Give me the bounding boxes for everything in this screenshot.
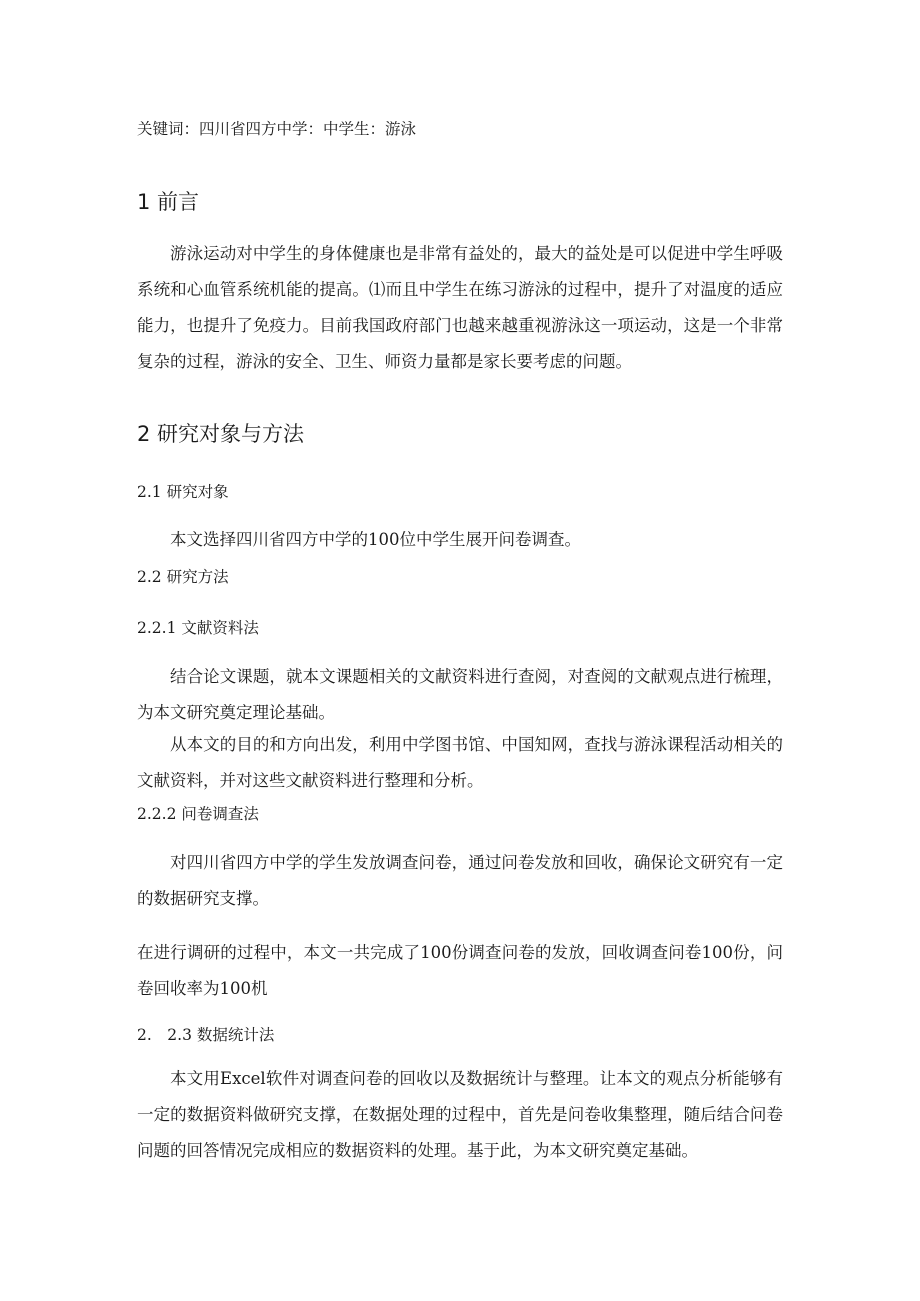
section-heading-methods: 2 研究对象与方法 [137,422,305,446]
subsection-heading-research-object: 2.1 研究对象 [137,483,229,501]
literature-method-paragraph-1: 结合论文课题，就本文课题相关的文献资料进行查阅，对查阅的文献观点进行梳理，为本文研究奠定理论基础。 [137,667,783,722]
questionnaire-method-paragraph-1: 对四川省四方中学的学生发放调查问卷，通过问卷发放和回收，确保论文研究有一定的数据研究支撑。 [137,853,783,908]
statistics-method-paragraph: 本文用Excel软件对调查问卷的回收以及数据统计与整理。让本文的观点分析能够有一定的数据资料做研究支撑，在数据处理的过程中，首先是问卷收集整理，随后结合问卷问题的回答情况完成相应的数据资料的处理。基于此，为本文研究奠定基础。 [137,1069,783,1160]
introduction-paragraph: 游泳运动对中学生的身体健康也是非常有益处的，最大的益处是可以促进中学生呼吸系统和心血管系统机能的提高。⑴而且中学生在练习游泳的过程中，提升了对温度的适应能力，也提升了免疫力。目前我国政府部门也越来越重视游泳这一项运动，这是一个非常复杂的过程，游泳的安全、卫生、师资力量都是家长要考虑的问题。 [137,244,783,371]
section-heading-introduction: 1 前言 [137,190,200,214]
subsection-heading-literature-method: 2.2.1 文献资料法 [137,619,259,637]
subsection-heading-statistics-method: 2. 2.3 数据统计法 [137,1026,275,1044]
keywords-line: 关键词：四川省四方中学：中学生：游泳 [137,120,417,138]
literature-method-paragraph-2: 从本文的目的和方向出发，利用中学图书馆、中国知网，查找与游泳课程活动相关的文献资料，并对这些文献资料进行整理和分析。 [137,735,783,790]
questionnaire-method-paragraph-2: 在进行调研的过程中，本文一共完成了100份调查问卷的发放，回收调查问卷100份，问卷回收率为100机 [137,943,783,998]
subsection-heading-research-methods: 2.2 研究方法 [137,568,229,586]
research-object-paragraph: 本文选择四川省四方中学的100位中学生展开问卷调查。 [170,530,581,549]
subsection-heading-questionnaire-method: 2.2.2 问卷调查法 [137,805,259,823]
